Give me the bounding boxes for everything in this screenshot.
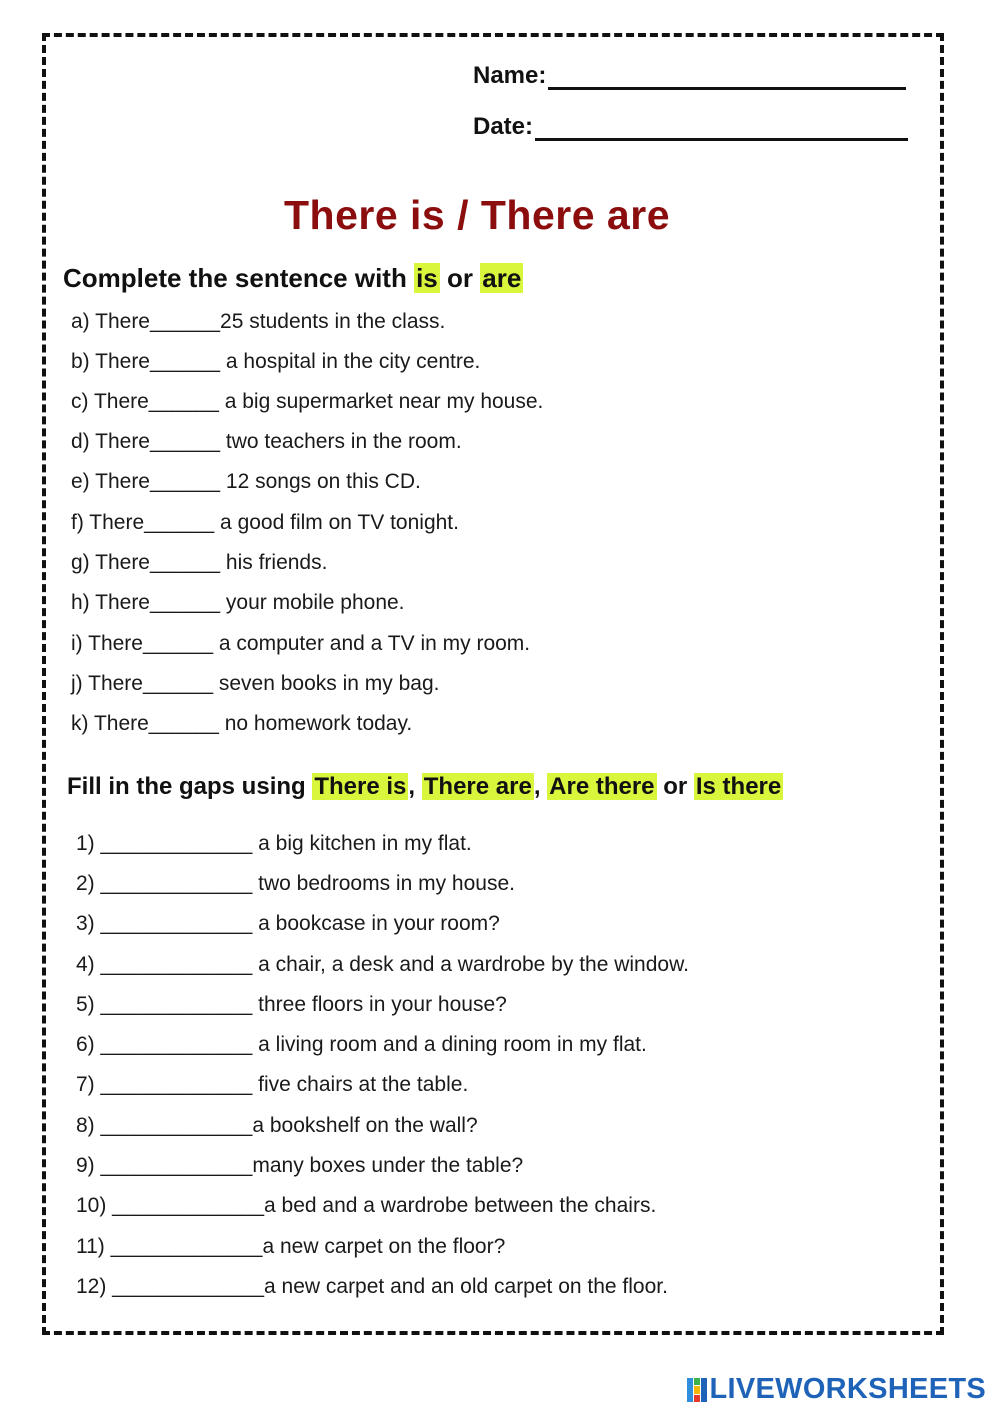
- highlight-are: are: [482, 263, 522, 293]
- list-item[interactable]: f) There______ a good film on TV tonight.: [71, 511, 459, 534]
- list-item[interactable]: 5) _____________ three floors in your house?: [76, 993, 507, 1016]
- list-item[interactable]: a) There______25 students in the class.: [71, 310, 446, 333]
- separator: ,: [533, 773, 541, 800]
- list-item[interactable]: 6) _____________ a living room and a dining room in my flat.: [76, 1033, 647, 1056]
- highlight-are-there: Are there: [549, 773, 655, 800]
- highlight-is: is: [416, 263, 438, 293]
- date-field[interactable]: [473, 113, 908, 141]
- list-item[interactable]: 10) _____________a bed and a wardrobe between the chairs.: [76, 1194, 657, 1217]
- list-item[interactable]: k) There______ no homework today.: [71, 712, 413, 735]
- list-item[interactable]: c) There______ a big supermarket near my house.: [71, 390, 544, 413]
- date-label: Date:: [473, 113, 534, 140]
- worksheet-title: There is / There are: [283, 192, 670, 238]
- section2-instruction: [67, 773, 783, 801]
- highlight-there-is: There is: [314, 773, 407, 800]
- list-item[interactable]: 4) _____________ a chair, a desk and a wardrobe by the window.: [76, 953, 689, 976]
- section2-or: or: [663, 773, 688, 800]
- liveworksheets-logo: [686, 1373, 987, 1406]
- liveworksheets-logo-icon: [686, 1376, 708, 1404]
- list-item[interactable]: i) There______ a computer and a TV in my room.: [71, 632, 531, 655]
- list-item[interactable]: 9) _____________many boxes under the table?: [76, 1154, 524, 1177]
- list-item[interactable]: 2) _____________ two bedrooms in my house.: [76, 872, 515, 895]
- highlight-is-there: Is there: [695, 773, 782, 800]
- highlight-there-are: There are: [423, 773, 532, 800]
- list-item[interactable]: 8) _____________a bookshelf on the wall?: [76, 1114, 478, 1137]
- list-item[interactable]: 1) _____________ a big kitchen in my flat.: [76, 832, 472, 855]
- name-line: [548, 65, 906, 90]
- name-label: Name:: [473, 62, 547, 89]
- section1-instruction-text: Complete the sentence with: [63, 263, 407, 293]
- list-item[interactable]: h) There______ your mobile phone.: [71, 591, 405, 614]
- list-item[interactable]: j) There______ seven books in my bag.: [71, 672, 440, 695]
- section1-instruction: [63, 263, 523, 294]
- list-item[interactable]: g) There______ his friends.: [71, 551, 328, 574]
- list-item[interactable]: 11) _____________a new carpet on the floor?: [76, 1235, 506, 1258]
- list-item[interactable]: 3) _____________ a bookcase in your room?: [76, 912, 500, 935]
- list-item[interactable]: b) There______ a hospital in the city centre.: [71, 350, 481, 373]
- list-item[interactable]: 12) _____________a new carpet and an old carpet on the floor.: [76, 1275, 668, 1298]
- list-item[interactable]: d) There______ two teachers in the room.: [71, 430, 462, 453]
- logo-text: LIVEWORKSHEETS: [709, 1373, 986, 1405]
- list-item[interactable]: e) There______ 12 songs on this CD.: [71, 470, 421, 493]
- separator: ,: [408, 773, 416, 800]
- name-field[interactable]: [473, 62, 906, 90]
- date-line: [535, 116, 908, 141]
- list-item[interactable]: 7) _____________ five chairs at the table.: [76, 1073, 469, 1096]
- section2-instruction-text: Fill in the gaps using: [67, 773, 306, 800]
- section1-or: or: [447, 263, 473, 293]
